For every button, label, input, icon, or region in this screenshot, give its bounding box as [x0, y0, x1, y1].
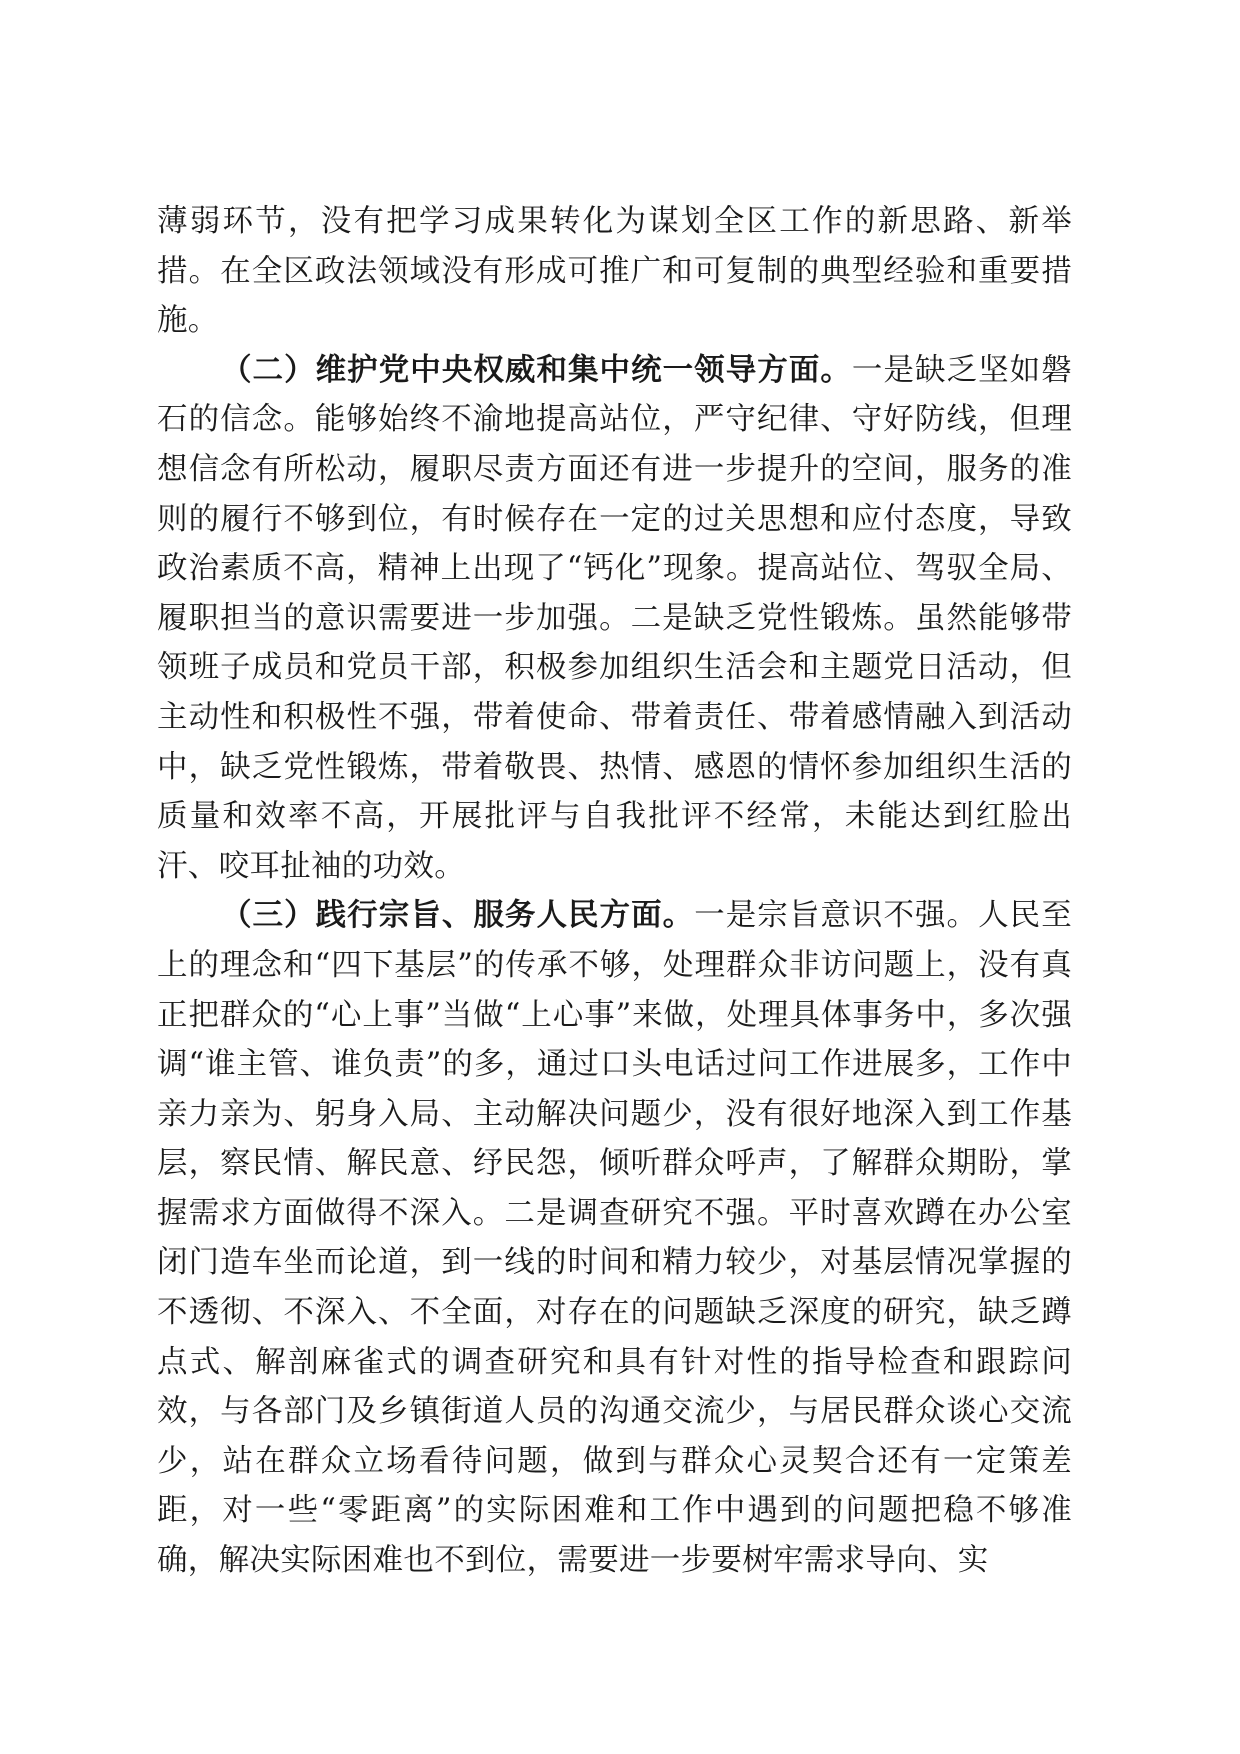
body-text [157, 197, 1072, 1586]
section-heading: （三）践行宗旨、服务人民方面。 [221, 897, 695, 934]
paragraph-section-3 [157, 891, 1072, 1585]
paragraph-text: 一是缺乏坚如磐石的信念。能够始终不渝地提高站位，严守纪律、守好防线，但理想信念有所松动，履职尽责方面还有进一步提升的空间，服务的准则的履行不够到位，有时候存在一定的过关思想和应付态度，导致政治素质不高，精神上出现了“钙化”现象。提高站位、驾驭全局、履职担当的意识需要进一步加强。二是缺乏党性锻炼。虽然能够带领班子成员和党员干部，积极参加组织生活会和主题党日活动，但主动性和积极性不强，带着使命、带着责任、带着感情融入到活动中，缺乏党性锻炼，带着敬畏、热情、感恩的情怀参加组织生活的质量和效率不高，开展批评与自我批评不经常，未能达到红脸出汗、咬耳扯袖的功效。 [157, 352, 1072, 884]
section-heading: （二）维护党中央权威和集中统一领导方面。 [221, 351, 852, 388]
paragraph-section-2 [157, 346, 1072, 892]
paragraph-text: 薄弱环节，没有把学习成果转化为谋划全区工作的新思路、新举措。在全区政法领域没有形成可推广和可复制的典型经验和重要措施。 [157, 204, 1072, 339]
paragraph-text: 一是宗旨意识不强。人民至上的理念和“四下基层”的传承不够，处理群众非访问题上，没有真正把群众的“心上事”当做“上心事”来做，处理具体事务中，多次强调“谁主管、谁负责”的多，通过口头电话过问工作进展多，工作中亲力亲为、躬身入局、主动解决问题少，没有很好地深入到工作基层，察民情、解民意、纾民怨，倾听群众呼声，了解群众期盼，掌握需求方面做得不深入。二是调查研究不强。平时喜欢蹲在办公室闭门造车坐而论道，到一线的时间和精力较少，对基层情况掌握的不透彻、不深入、不全面，对存在的问题缺乏深度的研究，缺乏蹲点式、解剖麻雀式的调查研究和具有针对性的指导检查和跟踪问效，与各部门及乡镇街道人员的沟通交流少，与居民群众谈心交流少，站在群众立场看待问题，做到与群众心灵契合还有一定策差距，对一些“零距离”的实际困难和工作中遇到的问题把稳不够准确，解决实际困难也不到位，需要进一步要树牢需求导向、实 [157, 898, 1072, 1579]
paragraph-continuation [157, 197, 1072, 346]
